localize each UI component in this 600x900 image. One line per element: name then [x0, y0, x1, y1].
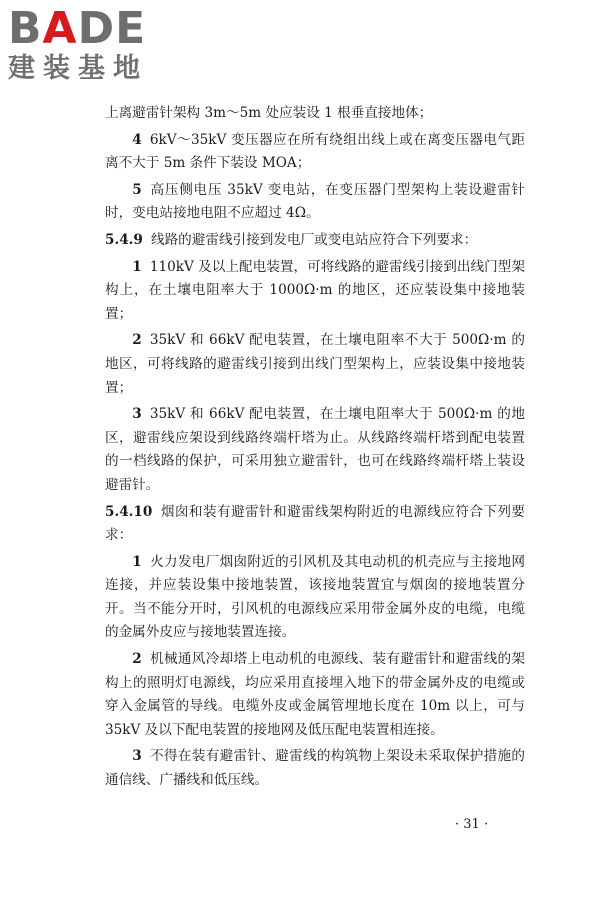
page-number: · 31 ·	[455, 817, 489, 832]
clause-heading: 5.4.10 烟囱和装有避雷针和避雷线架构附近的电源线应符合下列要求：	[105, 503, 525, 544]
list-item: 3 不得在装有避雷针、避雷线的构筑物上架设未采取保护措施的通信线、广播线和低压线。	[105, 748, 525, 789]
list-item: 4 6kV～35kV 变压器应在所有绕组出线上或在离变压器电气距离不大于 5m 条件下装设 MOA；	[105, 131, 525, 172]
list-item: 5 高压侧电压 35kV 变电站，在变压器门型架构上装设避雷针时，变电站接地电阻不应超过 4Ω。	[105, 181, 525, 222]
logo-wordmark: BADE	[8, 3, 147, 54]
document-body	[105, 102, 525, 796]
list-item: 1 110kV 及以上配电装置，可将线路的避雷线引接到出线门型架构上，在土壤电阻率大于 1000Ω·m 的地区，还应装设集中接地装置；	[105, 258, 525, 322]
clause-heading: 5.4.9 线路的避雷线引接到发电厂或变电站应符合下列要求：	[105, 231, 478, 248]
list-item: 1 火力发电厂烟囱附近的引风机及其电动机的机壳应与主接地网连接，并应装设集中接地装置，该接地装置宜与烟囱的接地装置分开。当不能分开时，引风机的电源线应采用带金属外皮的电缆，电缆的金属外皮应与接地装置连接。	[105, 553, 525, 641]
list-item: 3 35kV 和 66kV 配电装置，在土壤电阻率大于 500Ω·m 的地区，避雷线应架设到线路终端杆塔为止。从线路终端杆塔到配电装置的一档线路的保护，可采用独立避雷针，也可在线路终端杆塔上装设避雷针。	[105, 406, 525, 493]
brand-logo	[8, 3, 178, 86]
list-item: 2 机械通风冷却塔上电动机的电源线、装有避雷针和避雷线的架构上的照明灯电源线，均应采用直接埋入地下的带金属外皮的电缆或穿入金属管的导线。电缆外皮或金属管埋地长度在 10m 以上，可与 35kV 及以下配电装置的接地网及低压配电装置相连接。	[105, 651, 525, 738]
paragraph: 上离避雷针架构 3m～5m 处应装设 1 根垂直接地体；	[105, 105, 433, 121]
logo-subtitle: 建装基地	[8, 53, 148, 84]
list-item: 2 35kV 和 66kV 配电装置，在土壤电阻率不大于 500Ω·m 的地区，可将线路的避雷线引接到出线门型架构上，应装设集中接地装置；	[105, 332, 525, 396]
